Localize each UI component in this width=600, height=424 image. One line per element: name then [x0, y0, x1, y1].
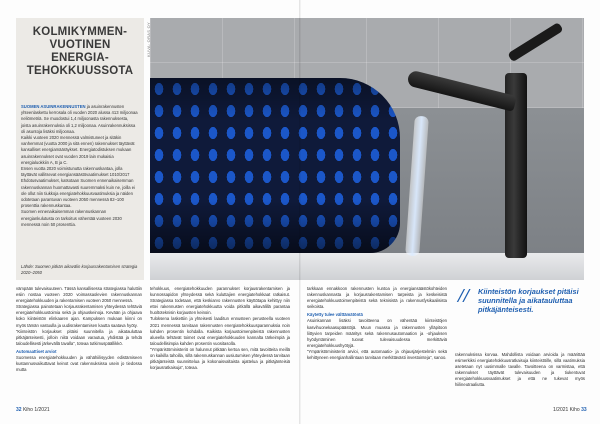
column-3 — [307, 286, 447, 361]
page-number-left: 32 — [16, 407, 22, 413]
sidebar-source: Lähde: Suomen pitkän aikavälin korjausrakentamisen strategia 2020–2050 — [21, 264, 138, 275]
body-paragraph: rakennuksissa korvaa. Mahdollista voidaan arvioida ja määrittää esimerkiksi energiatehokkuusratkaisuja kiinteistöille, sillä vaatimuksia asetetaan nyt uusimmalle tavalle. Tavoitteena on varmistaa, että rakennukset täyttävät tulevaisuuden ja tiukentuvat energiatehokkuusvaatimukset ja että ne tukevat myös hiilineutraaliutta. — [455, 352, 585, 388]
folio-right-text: 1/2021 Kiho — [553, 407, 580, 413]
photo-credit: KUVA: ORAS OY — [146, 22, 151, 57]
body-paragraph: “Ympäristöministeriö on halunnut pitkään kertoa sen, mitä tavoitteita meillä on kaikilla tahoilla, sillä rakennuskannan uusiutumisen yhteydessä tarvitaan pitkäjänteistä suunnittelua ja kokonaisvaltaista ajattelua ja pitkäjänteisiä korjausratkaisuja”, toteaa. — [150, 346, 290, 371]
column-1 — [16, 286, 142, 373]
sidebar-paragraph: Kaikki vuoteen 2020 mennessä valmistuneet ja sitäkin vanhemmat (vuotta 2000 ja sitä ennen) rakennukset täyttävät kansalliset energiamääräykset. Energiatodistuksen mukaan asuinrakennukset ovat vuoden 2019 lain mukaisia energialuokkiin A, B ja C. — [21, 135, 135, 165]
folio-left — [16, 407, 50, 413]
column-4 — [455, 352, 585, 389]
body-paragraph: Suomessa energiatehokkuuden ja vähähiilisyyden edistämiseen kustannusvaikuttavat keinot ovat rakennuksissa usein jo tiedossa mutta — [16, 355, 142, 373]
body-paragraph: Tuloksena laskettiin ja yhteisesti laaditun ennusteen perusteella vuoteen 2021 mennessä tarvitaan rakennusten energiatehokkuusparannuksia noin kahden prosentin kohdalla. Kaikista korjaustoimenpiteistä rakennusten alueella tehtävät toimet ovat energiatehokkuuden kannalta tärkeimpiä ja taloudellisimpia kahden prosentin vuositasolla. — [150, 316, 290, 346]
body-paragraph: tarkkaan ennakkoon rakennusten kuntoa ja energiansäästökohteiden rakennuskannasta ja korjausrakentamisen tarpeista ja keskeisistä energiatehokkuustoimenpiteistä sekä teknisistä ja rakennusfysikaalisista seikoista. — [307, 286, 447, 310]
sidebar-paragraph: Suomen ennenaikaisemman rakennuskannan energiankulutusta on tarkoitus vähentää vuoteen 2030 mennessä noin 50 prosenttia. — [21, 209, 122, 227]
folio-right — [553, 407, 587, 413]
body-paragraph: “Kiinteistön korjaukset pitäisi suunnitella ja aikatauluttaa pitkäjänteisesti, jolloin niitä voidaan varautua, yhdistää ja tehdä taloudellisesti järkevällä tavalla”, toteaa tutkimuspäällikkö. — [16, 328, 142, 346]
folio-left-text: Kiho 1/2021 — [22, 407, 50, 413]
column-2 — [150, 286, 290, 371]
sidebar-lead-rest: ja asuinrakennusten yhteenlaskettu kerrosala oli vuoden 2020 alussa 413 miljoonaa neliömetriä. Se muodostui 1,4 miljoonasta rakennuksesta, joista asuinrakennuksia oli 1,2 miljoonaa. Asuinrakennuksissa oli asuntoja lisäksi miljoonaa. — [21, 104, 138, 134]
pull-quote: Kiinteistön korjaukset pitäisi suunnitella ja aikatauluttaa pitkäjänteisesti. — [478, 287, 579, 314]
page-gutter — [299, 0, 301, 424]
page-number-right: 33 — [581, 407, 587, 413]
body-paragraph: “Ympäristöministeriö arvioi, että automaatio- ja ohjausjärjestelmiin sekä kehittyneen energianhallintaan tarvitaan merkittävästi investointeja”, sanoo. — [307, 348, 447, 361]
sidebar-text — [21, 104, 139, 228]
sidebar-box — [16, 18, 144, 280]
sidebar-title: KOLMIKYMMEN-VUOTINEN ENERGIA-TEHOKKUUSSOTA — [26, 26, 134, 77]
sidebar-paragraph: Ensen vuotta 2020 voimistunutta rakennuskantaa, jolla täyttävät vallitsevat energiansäästövaatimukset 1010/2017 Ehdotusvaatimukset, katsotaan Suomen ennenaikaisemman rakennuskannan huomattavasti suuremmaksi kuin ne, joilla ei ole ollut niin tiukkoja energiatehokkuusvaatimuksia ja näiden odotetaan parantuvan vuoteen 2050 mennessä 82–100 prosenttia rakennuskantaa. — [21, 166, 136, 209]
subheading: Automaattiset arviot — [16, 348, 57, 354]
subheading: Käytetty tulee välttämätöntä — [307, 312, 363, 318]
body-paragraph: Asuinkannan lisäksi tavoitteena on vähentää kiinteistöjen kasvihuonekaasupäästöjä. Muun muassa ja rakennusten ylläpitoon liittyvien tarpeiden määritys sekä rakennusautomaation ja -ohjauksen hyödyntäminen tuovat tulevaisuudessa merkittäviä energiatehokkuushyötyjä. — [307, 318, 447, 348]
quote-mark-icon: // — [458, 285, 470, 307]
towel-shadow — [150, 78, 400, 253]
sidebar-lead: SUOMEN ASUINRAKENNUSTEN — [21, 104, 86, 109]
body-paragraph: tehokkuus, energiatehokkuuden parannukset korjausrakentamisen ja kunnossapidon yhteydessä sekä kuluttajien energiatehokkaat ratkaisut. Strategiassa todetaan, että keskiarvo rakennusten käyttötapa kehittyy niin ettei rakennusten energiatehokkuutta voida pitkällä aikavälillä parantaa huoltoteknisin korjausten keinoin. — [150, 286, 290, 316]
body-paragraph: Strategiassa painotetaan korjausrakentamisen yhteydessä tehtäviä energiatehokkuustoimia sekä ja ohjauskeinoja. Kevään ja ohjaava koko kiinteistön elinkaaren ajan. Kampuksen mukaan kiinni on myös tämän vastuulla ja uudisrakentamisen kautta saatava hyöty. — [16, 304, 142, 328]
faucet-photo — [150, 18, 584, 280]
body-paragraph: vämpään tulevaisuuteen. Tässä kansallisessa strategiassa haluttiin esiin nostaa vuoteen 2020 voimassaolevien rakennuskannan energiatehokkuuden ja rakentamisen vuoteen 2050 mennessä. — [16, 286, 142, 304]
